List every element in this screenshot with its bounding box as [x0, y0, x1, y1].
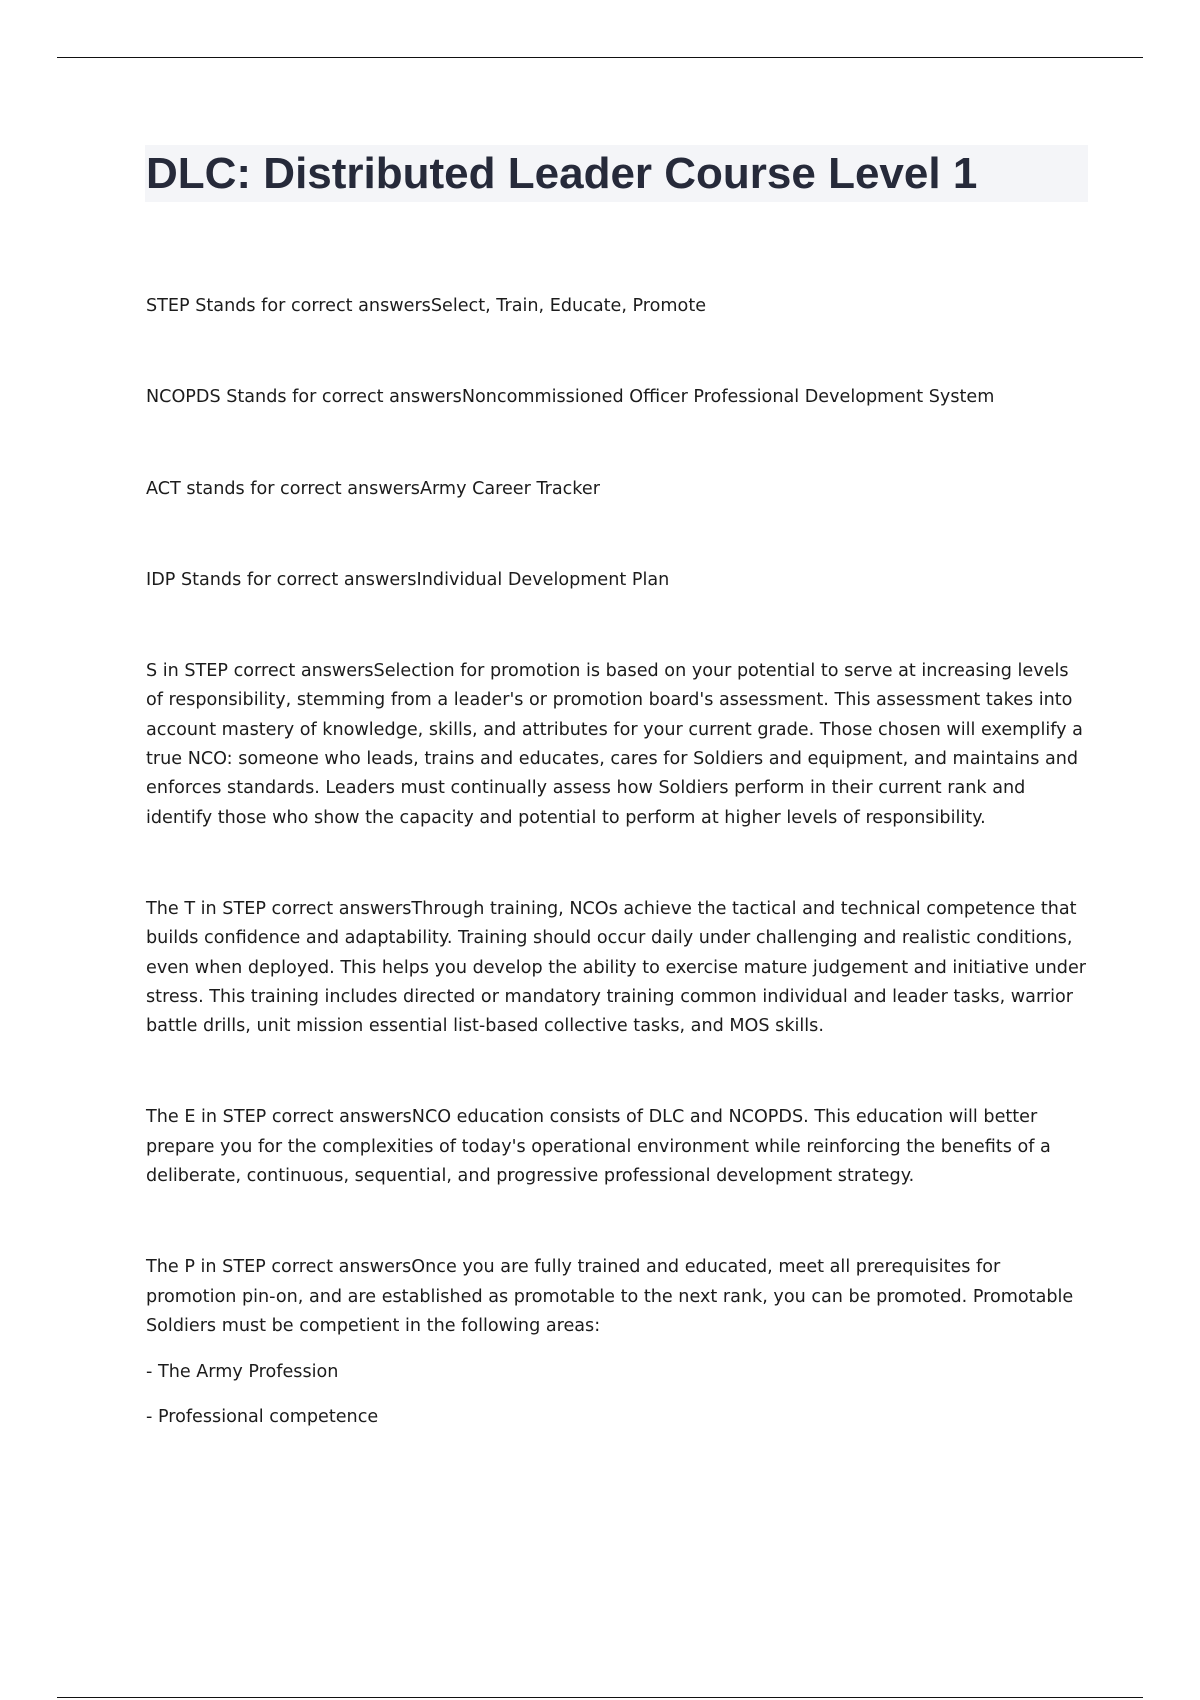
- document-title: DLC: Distributed Leader Course Level 1: [146, 149, 978, 198]
- entry-t-in-step: The T in STEP correct answersThrough training, NCOs achieve the tactical and technical competence that builds confidence and adaptability. Training should occur daily under challenging and realistic conditions, even when deployed. This helps you develop the ability to exercise mature judgement and initiative under stress. This training includes directed or mandatory training common individual and leader tasks, warrior battle drills, unit mission essential list-based collective tasks, and MOS skills.: [146, 898, 1087, 1037]
- bullet-item: - The Army Profession: [146, 1362, 339, 1383]
- entry-ncopds: NCOPDS Stands for correct answersNoncommissioned Officer Professional Development System: [146, 387, 995, 408]
- bullet-item: - Professional competence: [146, 1406, 379, 1427]
- document-body: [146, 292, 1091, 1432]
- entry-p-in-step: The P in STEP correct answersOnce you are fully trained and educated, meet all prerequisites for promotion pin-on, and are established as promotable to the next rank, you can be promoted. Promotable Soldiers must be competient in the following areas:: [146, 1257, 1074, 1336]
- top-rule: [57, 57, 1143, 58]
- entry-idp: IDP Stands for correct answersIndividual Development Plan: [146, 569, 670, 590]
- bottom-rule: [57, 1697, 1143, 1698]
- entry-step: STEP Stands for correct answersSelect, Train, Educate, Promote: [146, 296, 707, 316]
- entry-e-in-step: The E in STEP correct answersNCO education consists of DLC and NCOPDS. This education will better prepare you for the complexities of today's operational environment while reinforcing the benefits of a deliberate, continuous, sequential, and progressive professional development strategy.: [146, 1107, 1051, 1187]
- entry-s-in-step: S in STEP correct answersSelection for promotion is based on your potential to serve at increasing levels of responsibility, stemming from a leader's or promotion board's assessment. This assessment takes into account mastery of knowledge, skills, and attributes for your current grade. Those chosen will exemplify a true NCO: someone who leads, trains and educates, cares for Soldiers and equipment, and maintains and enforces standards. Leaders must continually assess how Soldiers perform in their current rank and identify those who show the capacity and potential to perform at higher levels of responsibility.: [146, 661, 1083, 828]
- bullet-list: [146, 1358, 1091, 1432]
- entry-act: ACT stands for correct answersArmy Career Tracker: [146, 478, 600, 499]
